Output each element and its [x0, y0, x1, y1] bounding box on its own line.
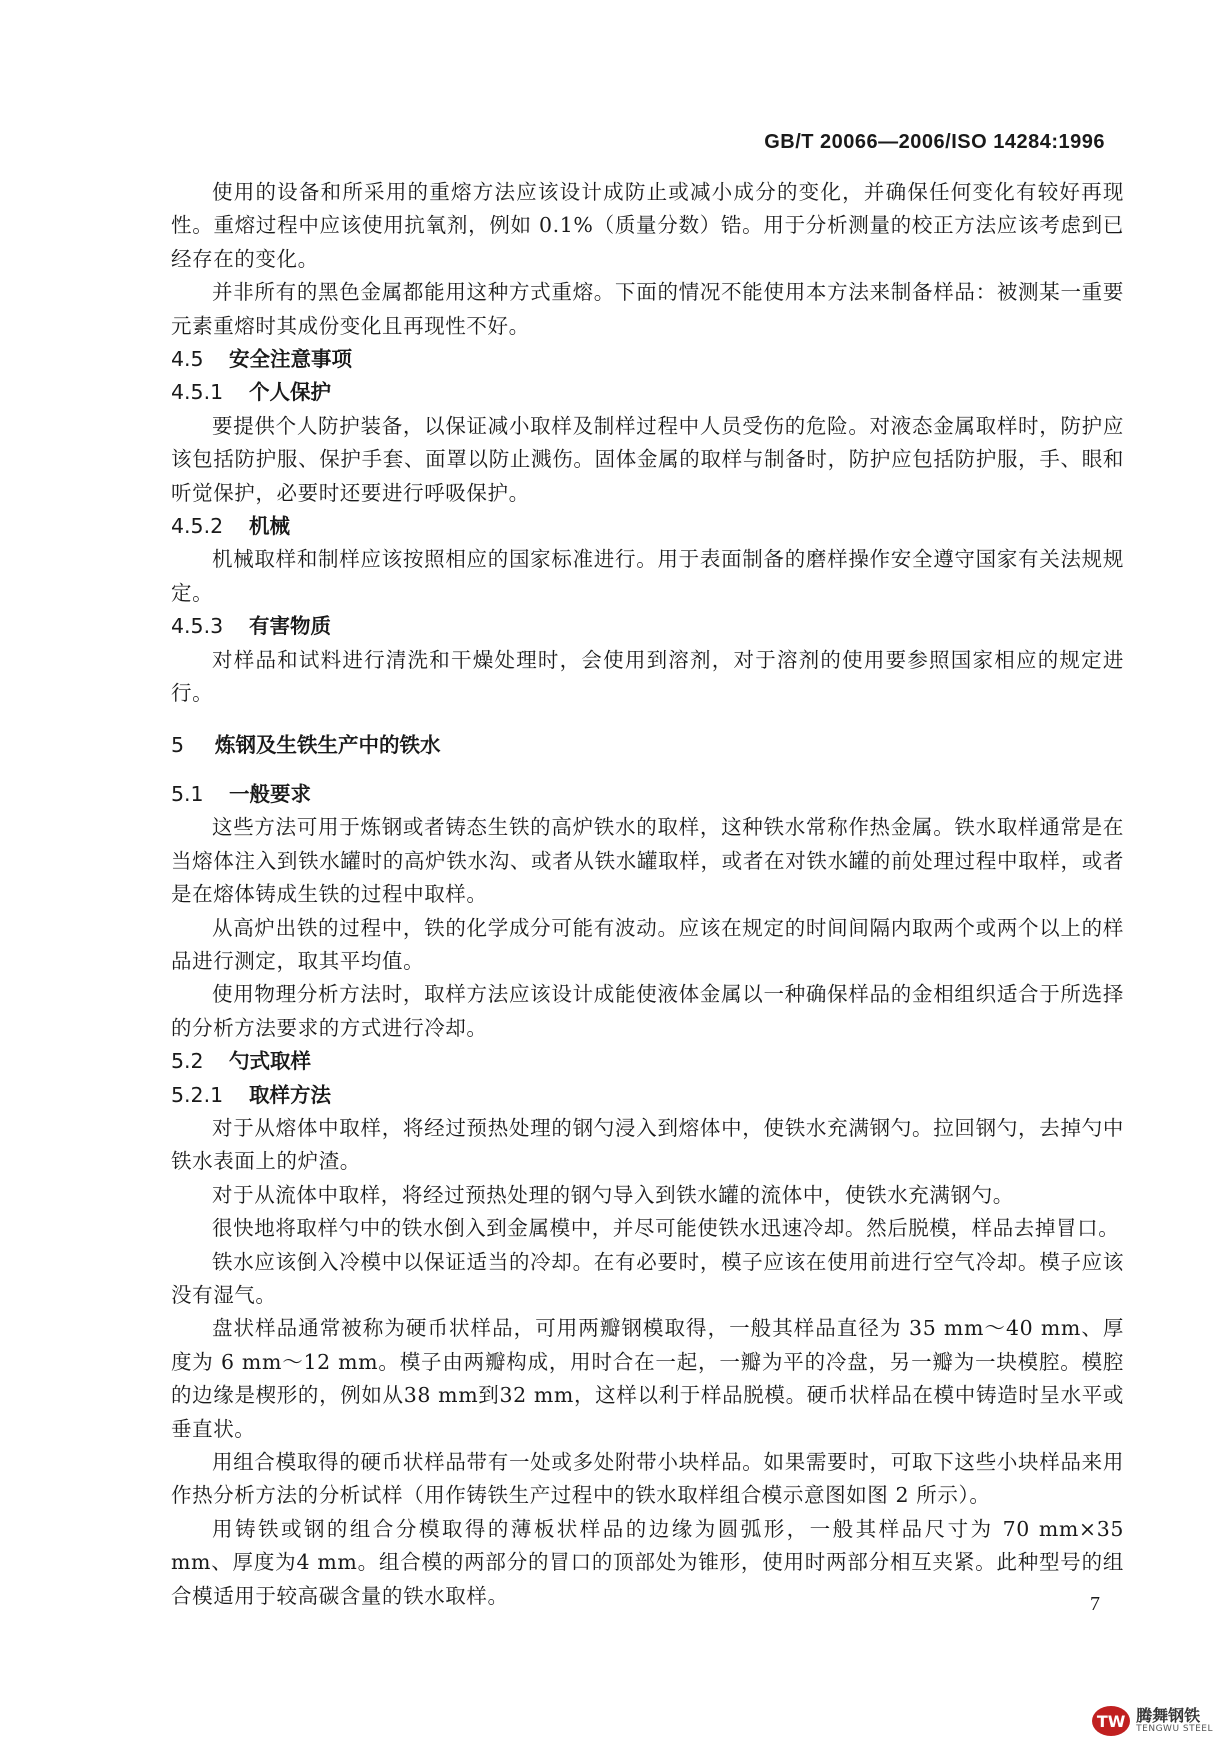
- section-number: 5.1: [171, 781, 204, 806]
- paragraph: 对样品和试料进行清洗和干燥处理时，会使用到溶剂，对于溶剂的使用要参照国家相应的规定进行。: [171, 647, 1124, 706]
- standard-code: GB/T 20066—2006/ISO 14284:1996: [764, 131, 1105, 153]
- section-title: 个人保护: [249, 380, 331, 405]
- section-number: 4.5.2: [171, 514, 224, 539]
- section-title: 有害物质: [249, 614, 331, 639]
- section-heading-5-1: [171, 778, 1124, 811]
- paragraph: 并非所有的黑色金属都能用这种方式重熔。下面的情况不能使用本方法来制备样品：被测某一重要元素重熔时其成份变化且再现性不好。: [171, 280, 1124, 338]
- section-number: 5.2: [171, 1049, 204, 1074]
- section-title: 一般要求: [229, 781, 311, 806]
- section-heading-5-2-1: [171, 1079, 1124, 1112]
- watermark-en: TENGWU STEEL: [1136, 1723, 1213, 1734]
- section-number: 5: [171, 732, 185, 757]
- page-number: 7: [1090, 1593, 1100, 1615]
- section-title: 取样方法: [249, 1082, 331, 1107]
- section-heading-4-5: [171, 343, 1124, 376]
- section-title: 炼钢及生铁生产中的铁水: [215, 732, 441, 757]
- section-number: 4.5.1: [171, 380, 224, 405]
- paragraph: 对于从流体中取样，将经过预热处理的钢勺导入到铁水罐的流体中，使铁水充满钢勺。: [212, 1182, 1014, 1207]
- paragraph: 用组合模取得的硬币状样品带有一处或多处附带小块样品。如果需要时，可取下这些小块样品来用作热分析方法的分析试样（用作铸铁生产过程中的铁水取样组合模示意图如图 2 所示）。: [171, 1450, 1124, 1508]
- section-title: 机械: [249, 514, 290, 539]
- chapter-heading-5: [171, 729, 1124, 762]
- paragraph: 用铸铁或钢的组合分模取得的薄板状样品的边缘为圆弧形，一般其样品尺寸为 70 mm×35 mm、厚度为4 mm。组合模的两部分的冒口的顶部处为锥形，使用时两部分相互夹紧。此种型号的组合模适用于较高碳含量的铁水取样。: [171, 1516, 1124, 1608]
- paragraph: 要提供个人防护装备，以保证减小取样及制样过程中人员受伤的危险。对液态金属取样时，防护应该包括防护服、保护手套、面罩以防止溅伤。固体金属的取样与制备时，防护应包括防护服，手、眼和听觉保护，必要时还要进行呼吸保护。: [171, 413, 1124, 505]
- section-heading-4-5-2: [171, 510, 1124, 543]
- section-heading-4-5-3: [171, 610, 1124, 643]
- section-number: 4.5.3: [171, 614, 224, 639]
- watermark: [1092, 1706, 1213, 1736]
- paragraph: 机械取样和制样应该按照相应的国家标准进行。用于表面制备的磨样操作安全遵守国家有关法规规定。: [171, 547, 1124, 605]
- paragraph: 很快地将取样勺中的铁水倒入到金属模中，并尽可能使铁水迅速冷却。然后脱模，样品去掉冒口。: [212, 1216, 1120, 1241]
- section-title: 勺式取样: [229, 1049, 311, 1074]
- paragraph: 这些方法可用于炼钢或者铸态生铁的高炉铁水的取样，这种铁水常称作热金属。铁水取样通常是在当熔体注入到铁水罐时的高炉铁水沟、或者从铁水罐取样，或者在对铁水罐的前处理过程中取样，或者是在熔体铸成生铁的过程中取样。: [171, 815, 1124, 907]
- paragraph: 铁水应该倒入冷模中以保证适当的冷却。在有必要时，模子应该在使用前进行空气冷却。模子应该没有湿气。: [171, 1249, 1124, 1307]
- document-body: [171, 176, 1124, 1613]
- section-heading-4-5-1: [171, 376, 1124, 409]
- paragraph: 使用物理分析方法时，取样方法应该设计成能使液体金属以一种确保样品的金相组织适合于所选择的分析方法要求的方式进行冷却。: [171, 982, 1124, 1040]
- section-title: 安全注意事项: [229, 347, 352, 372]
- company-logo-icon: TW: [1092, 1706, 1130, 1736]
- paragraph: 盘状样品通常被称为硬币状样品，可用两瓣钢模取得，一般其样品直径为 35 mm～40 mm、厚度为 6 mm～12 mm。模子由两瓣构成，用时合在一起，一瓣为平的冷盘，另一瓣为一块模腔。模腔的边缘是楔形的，例如从38 mm到32 mm，这样以利于样品脱模。硬币状样品在模中铸造时呈水平或垂直状。: [171, 1316, 1124, 1441]
- section-heading-5-2: [171, 1045, 1124, 1078]
- paragraph: 从高炉出铁的过程中，铁的化学成分可能有波动。应该在规定的时间间隔内取两个或两个以上的样品进行测定，取其平均值。: [171, 915, 1124, 973]
- section-number: 4.5: [171, 347, 204, 372]
- watermark-cn: 腾舞钢铁: [1136, 1705, 1201, 1725]
- section-number: 5.2.1: [171, 1082, 224, 1107]
- paragraph: 使用的设备和所采用的重熔方法应该设计成防止或减小成分的变化，并确保任何变化有较好再现性。重熔过程中应该使用抗氧剂，例如 0.1%（质量分数）锆。用于分析测量的校正方法应该考虑到已经存在的变化。: [171, 180, 1124, 271]
- watermark-text: [1136, 1705, 1213, 1734]
- paragraph: 对于从熔体中取样，将经过预热处理的钢勺浸入到熔体中，使铁水充满钢勺。拉回钢勺，去掉勺中铁水表面上的炉渣。: [171, 1115, 1124, 1174]
